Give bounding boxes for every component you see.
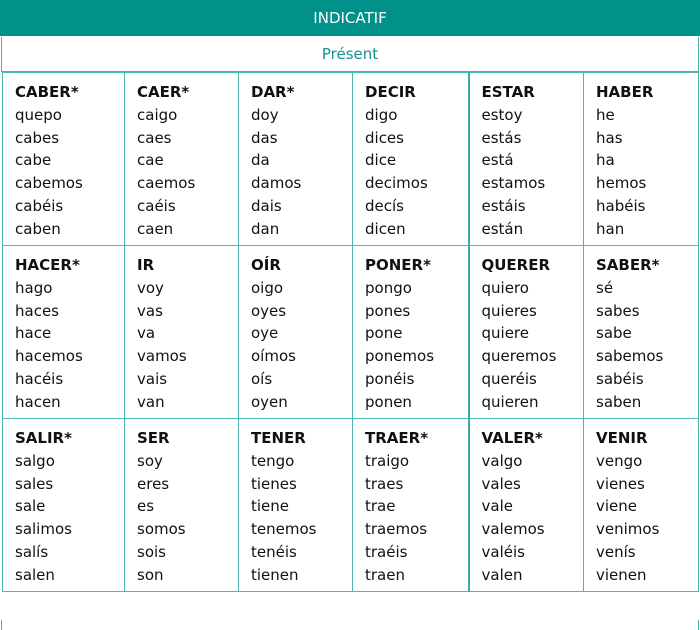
- verb-infinitive: IR: [137, 256, 155, 274]
- conjugated-form: valen: [481, 565, 523, 584]
- verb-infinitive: VALER*: [481, 429, 543, 447]
- conjugated-form: tienen: [251, 565, 299, 584]
- conjugated-form: caemos: [137, 174, 196, 193]
- conjugated-form: haces: [15, 301, 59, 320]
- conjugated-form: sabemos: [596, 347, 664, 366]
- conjugated-form: hemos: [596, 174, 647, 193]
- conjugated-form: caben: [15, 219, 61, 238]
- conjugated-form: trae: [365, 497, 396, 516]
- conjugated-form: caen: [137, 219, 174, 238]
- verb-infinitive: ESTAR: [481, 83, 535, 101]
- conjugated-form: oyes: [251, 301, 287, 320]
- verb-cell: [584, 73, 699, 246]
- conjugated-form: oye: [251, 324, 279, 343]
- verb-cell: [469, 73, 584, 246]
- conjugated-form: sois: [137, 542, 166, 561]
- conjugated-form: ha: [596, 151, 615, 170]
- conjugated-form: tenéis: [251, 542, 297, 561]
- conjugated-form: queréis: [481, 369, 537, 388]
- conjugated-form: ponemos: [365, 347, 435, 366]
- conjugated-form: está: [481, 151, 514, 170]
- verb-cell: [584, 419, 699, 592]
- verb-cell: [584, 246, 699, 419]
- verb-infinitive: TRAER*: [365, 429, 429, 447]
- conjugated-form: traemos: [365, 520, 428, 539]
- conjugated-form: traes: [365, 474, 404, 493]
- verb-infinitive: HACER*: [15, 256, 80, 274]
- conjugated-form: van: [137, 392, 165, 411]
- verb-cell: [239, 419, 353, 592]
- conjugated-form: has: [596, 128, 623, 147]
- conjugated-form: salimos: [15, 520, 72, 539]
- conjugated-form: cae: [137, 151, 164, 170]
- conjugated-form: digo: [365, 105, 398, 124]
- conjugated-form: sé: [596, 278, 614, 297]
- table-row: [3, 419, 699, 592]
- verb-cell: [239, 246, 353, 419]
- table-row: [3, 73, 699, 246]
- conjugated-form: traigo: [365, 451, 410, 470]
- conjugated-form: oyen: [251, 392, 288, 411]
- conjugated-form: caéis: [137, 196, 176, 215]
- conjugated-form: vais: [137, 369, 168, 388]
- verb-infinitive: TENER: [251, 429, 306, 447]
- conjugated-form: da: [251, 151, 270, 170]
- conjugated-form: valéis: [481, 542, 525, 561]
- conjugated-form: va: [137, 324, 156, 343]
- conjugated-form: vengo: [596, 451, 643, 470]
- conjugated-form: salen: [15, 565, 55, 584]
- verb-cell: [125, 419, 239, 592]
- conjugated-form: oís: [251, 369, 273, 388]
- verb-infinitive: VENIR: [596, 429, 648, 447]
- verb-cell: [3, 419, 125, 592]
- verb-infinitive: HABER: [596, 83, 654, 101]
- verb-infinitive: PONER*: [365, 256, 431, 274]
- conjugated-form: decimos: [365, 174, 428, 193]
- conjugated-form: viene: [596, 497, 638, 516]
- conjugated-form: cabemos: [15, 174, 83, 193]
- conjugated-form: tienes: [251, 474, 297, 493]
- conjugated-form: ponen: [365, 392, 412, 411]
- conjugated-form: sales: [15, 474, 54, 493]
- conjugated-form: cabéis: [15, 196, 64, 215]
- conjugated-form: sabes: [596, 301, 640, 320]
- conjugated-form: soy: [137, 451, 163, 470]
- verb-cell: [353, 419, 469, 592]
- verb-cell: [353, 73, 469, 246]
- conjugated-form: decís: [365, 196, 404, 215]
- conjugated-form: doy: [251, 105, 279, 124]
- conjugated-form: vales: [481, 474, 521, 493]
- conjugated-form: oigo: [251, 278, 284, 297]
- conjugated-form: venimos: [596, 520, 660, 539]
- conjugated-form: oímos: [251, 347, 296, 366]
- next-section-edge: [1, 620, 699, 630]
- conjugated-form: valemos: [481, 520, 545, 539]
- conjugated-form: vale: [481, 497, 513, 516]
- conjugated-form: dices: [365, 128, 404, 147]
- conjugated-form: hacen: [15, 392, 61, 411]
- conjugated-form: hace: [15, 324, 52, 343]
- conjugated-form: sale: [15, 497, 46, 516]
- table-header: [0, 0, 700, 36]
- conjugated-form: quepo: [15, 105, 62, 124]
- conjugated-form: caigo: [137, 105, 178, 124]
- conjugated-form: quieres: [481, 301, 537, 320]
- verb-cell: [125, 73, 239, 246]
- conjugated-form: damos: [251, 174, 302, 193]
- conjugated-form: valgo: [481, 451, 523, 470]
- conjugated-form: traéis: [365, 542, 408, 561]
- conjugated-form: quiero: [481, 278, 529, 297]
- conjugated-form: caes: [137, 128, 172, 147]
- conjugated-form: vienes: [596, 474, 645, 493]
- conjugated-form: dice: [365, 151, 397, 170]
- conjugated-form: quieren: [481, 392, 539, 411]
- conjugated-form: están: [481, 219, 524, 238]
- conjugated-form: tengo: [251, 451, 295, 470]
- verb-cell: [469, 246, 584, 419]
- conjugated-form: dan: [251, 219, 280, 238]
- conjugated-form: traen: [365, 565, 405, 584]
- conjugated-form: eres: [137, 474, 170, 493]
- conjugated-form: pone: [365, 324, 403, 343]
- conjugated-form: son: [137, 565, 164, 584]
- conjugated-form: pones: [365, 301, 411, 320]
- conjugated-form: venís: [596, 542, 636, 561]
- verb-infinitive: CABER*: [15, 83, 79, 101]
- verb-infinitive: CAER*: [137, 83, 190, 101]
- conjugated-form: pongo: [365, 278, 412, 297]
- conjugated-form: voy: [137, 278, 164, 297]
- conjugation-table: [2, 72, 699, 592]
- conjugated-form: sabéis: [596, 369, 644, 388]
- verb-cell: [3, 246, 125, 419]
- table-row: [3, 246, 699, 419]
- verb-cell: [353, 246, 469, 419]
- conjugated-form: vienen: [596, 565, 647, 584]
- verb-cell: [125, 246, 239, 419]
- verb-cell: [239, 73, 353, 246]
- conjugated-form: ponéis: [365, 369, 415, 388]
- tense-header: [1, 37, 699, 72]
- verb-infinitive: SALIR*: [15, 429, 72, 447]
- conjugated-form: han: [596, 219, 625, 238]
- conjugated-form: dicen: [365, 219, 406, 238]
- conjugated-form: estoy: [481, 105, 523, 124]
- conjugated-form: vamos: [137, 347, 187, 366]
- verb-cell: [469, 419, 584, 592]
- verb-cell: [3, 73, 125, 246]
- conjugated-form: saben: [596, 392, 642, 411]
- conjugated-form: sabe: [596, 324, 632, 343]
- mood-title: INDICATIF: [313, 9, 387, 27]
- verb-infinitive: OÍR: [251, 256, 281, 274]
- verb-infinitive: QUERER: [481, 256, 551, 274]
- conjugated-form: vas: [137, 301, 163, 320]
- conjugated-form: salís: [15, 542, 49, 561]
- conjugated-form: quiere: [481, 324, 529, 343]
- conjugated-form: queremos: [481, 347, 557, 366]
- verb-infinitive: DAR*: [251, 83, 295, 101]
- conjugated-form: hacemos: [15, 347, 83, 366]
- conjugated-form: salgo: [15, 451, 55, 470]
- verb-infinitive: DECIR: [365, 83, 416, 101]
- conjugated-form: habéis: [596, 196, 646, 215]
- conjugated-form: tiene: [251, 497, 290, 516]
- verb-infinitive: SER: [137, 429, 170, 447]
- conjugated-form: he: [596, 105, 615, 124]
- conjugated-form: dais: [251, 196, 282, 215]
- conjugated-form: es: [137, 497, 155, 516]
- tense-title: Présent: [321, 45, 379, 63]
- conjugated-form: tenemos: [251, 520, 317, 539]
- conjugated-form: estáis: [481, 196, 526, 215]
- conjugated-form: cabe: [15, 151, 52, 170]
- conjugated-form: hacéis: [15, 369, 64, 388]
- verb-infinitive: SABER*: [596, 256, 660, 274]
- conjugated-form: das: [251, 128, 278, 147]
- conjugated-form: cabes: [15, 128, 60, 147]
- conjugated-form: somos: [137, 520, 186, 539]
- conjugated-form: estás: [481, 128, 522, 147]
- conjugated-form: estamos: [481, 174, 546, 193]
- conjugated-form: hago: [15, 278, 53, 297]
